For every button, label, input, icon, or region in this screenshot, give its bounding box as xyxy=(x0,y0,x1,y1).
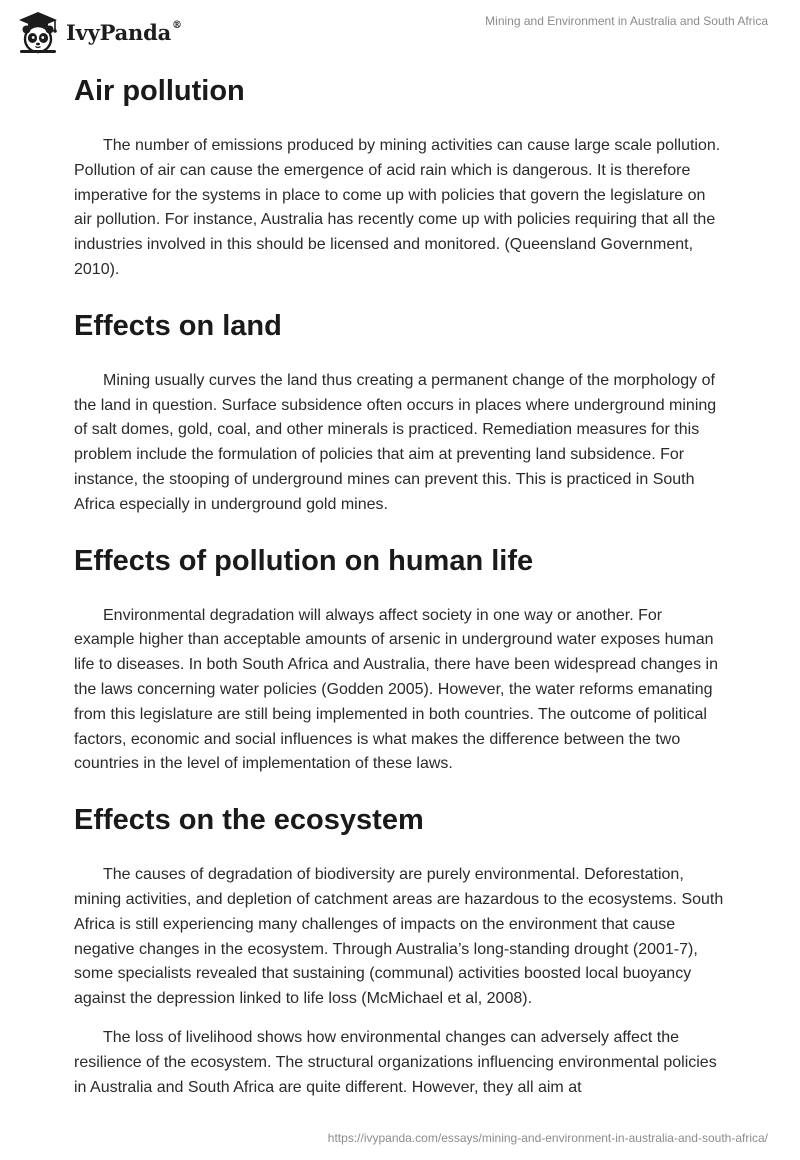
essay-content xyxy=(74,70,724,1100)
page-header xyxy=(0,0,800,66)
paragraph: The loss of livelihood shows how environmental changes can adversely affect the resilience of the ecosystem. The structural organizations influencing environmental policies in Australia and South Africa are quite different. However, they all aim at xyxy=(74,1028,717,1096)
section-heading: Effects on land xyxy=(74,309,282,342)
source-url-link[interactable]: https://ivypanda.com/essays/mining-and-environment-in-australia-and-south-africa/ xyxy=(327,1131,768,1145)
paragraph: Mining usually curves the land thus creating a permanent change of the morphology of the land in question. Surface subsidence often occurs in places where underground mining of salt domes, gold, coal, and other minerals is practiced. Remediation measures for this problem include the formulation of policies that aim at preventing land subsidence. For instance, the stooping of underground mines can prevent this. This is practiced in South Africa especially in underground gold mines. xyxy=(74,371,717,513)
running-title: Mining and Environment in Australia and South Africa xyxy=(485,14,768,28)
section-effects-on-human-life xyxy=(74,540,724,778)
brand-name: IvyPanda® xyxy=(66,19,182,45)
section-effects-on-land xyxy=(74,305,724,518)
ivypanda-logo[interactable] xyxy=(16,8,182,56)
section-air-pollution xyxy=(74,70,724,283)
section-heading: Effects on the ecosystem xyxy=(74,804,424,837)
paragraph: Environmental degradation will always affect society in one way or another. For example higher than acceptable amounts of arsenic in underground water exposes human life to diseases. In both South Africa and Australia, there have been widespread changes in the laws concerning water policies (Godden 2005). However, the water reforms emanating from this legislature are still being implemented in both countries. The outcome of political factors, economic and social influences is what makes the difference between the two countries in the level of implementation of these laws. xyxy=(74,606,718,773)
section-effects-on-ecosystem xyxy=(74,799,724,1100)
paragraph: The number of emissions produced by mining activities can cause large scale pollution. Pollution of air can cause the emergence of acid rain which is dangerous. It is therefore imperative for the systems in place to come up with policies that govern the legislature on air pollution. For instance, Australia has recently come up with policies requiring that all the industries involved in this should be licensed and monitored. (Queensland Government, 2010). xyxy=(74,137,721,278)
section-heading: Effects of pollution on human life xyxy=(74,544,534,577)
registered-mark: ® xyxy=(172,19,182,31)
section-heading: Air pollution xyxy=(74,75,245,107)
paragraph: The causes of degradation of biodiversity are purely environmental. Deforestation, mining activities, and depletion of catchment areas are hazardous to the ecosystems. South Africa is still experiencing many challenges of impacts on the environment that cause negative changes in the ecosystem. Through Australia’s long-standing drought (2001-7), some specialists revealed that sustaining (communal) activities boosted local buoyancy against the depression linked to life loss (McMichael et al, 2008). xyxy=(74,866,724,1008)
panda-graduate-icon xyxy=(16,10,60,54)
